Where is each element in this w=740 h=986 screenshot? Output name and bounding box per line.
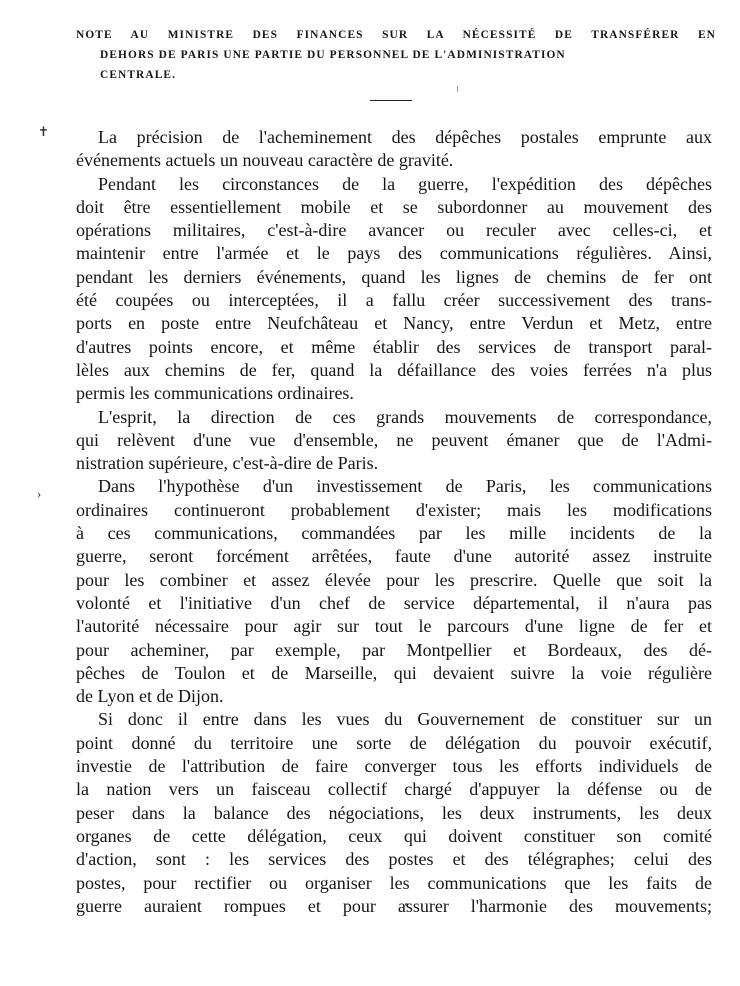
margin-mark: › <box>37 486 42 501</box>
body-text <box>76 126 712 918</box>
text-line: doit être essentiellement mobile et se subordonner au mouvement des <box>76 196 712 217</box>
text-line: la nation vers un faisceau collectif chargé d'appuyer la défense ou de <box>76 779 712 800</box>
text-line: investie de l'attribution de faire converger tous les efforts individuels de <box>76 756 712 777</box>
text-line: postes, pour rectifier ou organiser les communications que les faits de <box>76 872 712 893</box>
heading-separator-rule <box>370 100 412 101</box>
text-line: ordinaires continueront probablement d'exister; mais les modifications <box>76 499 712 520</box>
text-line: l'autorité nécessaire pour agir sur tout le parcours d'une ligne de fer et <box>76 616 712 637</box>
margin-mark: ✝ <box>38 124 49 139</box>
text-line: Pendant les circonstances de la guerre, l'expédition des dépêches <box>98 173 712 194</box>
text-line: pendant les derniers événements, quand les lignes de chemins de fer ont <box>76 266 712 287</box>
document-heading <box>76 25 716 85</box>
text-line: Si donc il entre dans les vues du Gouvernement de constituer sur un <box>98 709 712 730</box>
text-line: été coupées ou interceptées, il a fallu créer successivement des trans- <box>76 290 712 311</box>
text-line: La précision de l'acheminement des dépêches postales emprunte aux <box>98 127 712 147</box>
text-line: maintenir entre l'armée et le pays des communications régulières. Ainsi, <box>76 243 712 264</box>
text-line: lèles aux chemins de fer, quand la défaillance des voies ferrées n'a plus <box>76 359 712 380</box>
text-line: qui relèvent d'une vue d'ensemble, ne peuvent émaner que de l'Admi- <box>76 429 712 450</box>
text-line: peser dans la balance des négociations, les deux instruments, les deux <box>76 802 712 823</box>
text-line: pour acheminer, par exemple, par Montpellier et Bordeaux, des dé- <box>76 639 712 660</box>
text-line: d'action, sont : les services des postes et des télégraphes; celui des <box>76 849 712 870</box>
text-line: événements actuels un nouveau caractère de gravité. <box>76 150 454 171</box>
text-line: point donné du territoire une sorte de délégation du pouvoir exécutif, <box>76 732 712 753</box>
text-line: nistration supérieure, c'est-à-dire de Paris. <box>76 453 379 474</box>
text-line: d'autres points encore, et même établir des services de transport paral- <box>76 336 712 357</box>
text-line: à ces communications, commandées par les mille incidents de la <box>76 523 712 544</box>
text-line: ports en poste entre Neufchâteau et Nancy, entre Verdun et Metz, entre <box>76 313 712 334</box>
text-line: permis les communications ordinaires. <box>76 383 354 404</box>
text-line: de Lyon et de Dijon. <box>76 686 224 707</box>
text-line: L'esprit, la direction de ces grands mouvements de correspondance, <box>98 406 712 427</box>
text-line: pour les combiner et assez élevée pour les prescrire. Quelle que soit la <box>76 569 712 590</box>
text-line: organes de cette délégation, ceux qui doivent constituer son comité <box>76 825 712 846</box>
heading-line: CENTRALE. <box>100 69 177 81</box>
heading-line: NOTE AU MINISTRE DES FINANCES SUR LA NÉCESSITÉ DE TRANSFÉRER EN <box>76 29 716 41</box>
text-line: Dans l'hypothèse d'un investissement de Paris, les communications <box>98 476 712 497</box>
text-line: pêches de Toulon et de Marseille, qui devaient suivre la voie régulière <box>76 662 712 683</box>
scan-speck <box>457 86 458 92</box>
text-line: guerre auraient rompues et pour assurer l'harmonie des mouvements; <box>76 895 712 916</box>
heading-line: DEHORS DE PARIS UNE PARTIE DU PERSONNEL DE L'ADMINISTRATION <box>100 49 566 61</box>
text-line: volonté et l'initiative d'un chef de service départemental, il n'aura pas <box>76 592 712 613</box>
text-line: opérations militaires, c'est-à-dire avancer ou reculer avec celles-ci, et <box>76 220 712 241</box>
text-line: guerre, seront forcément arrêtées, faute d'une autorité assez instruite <box>76 546 712 567</box>
